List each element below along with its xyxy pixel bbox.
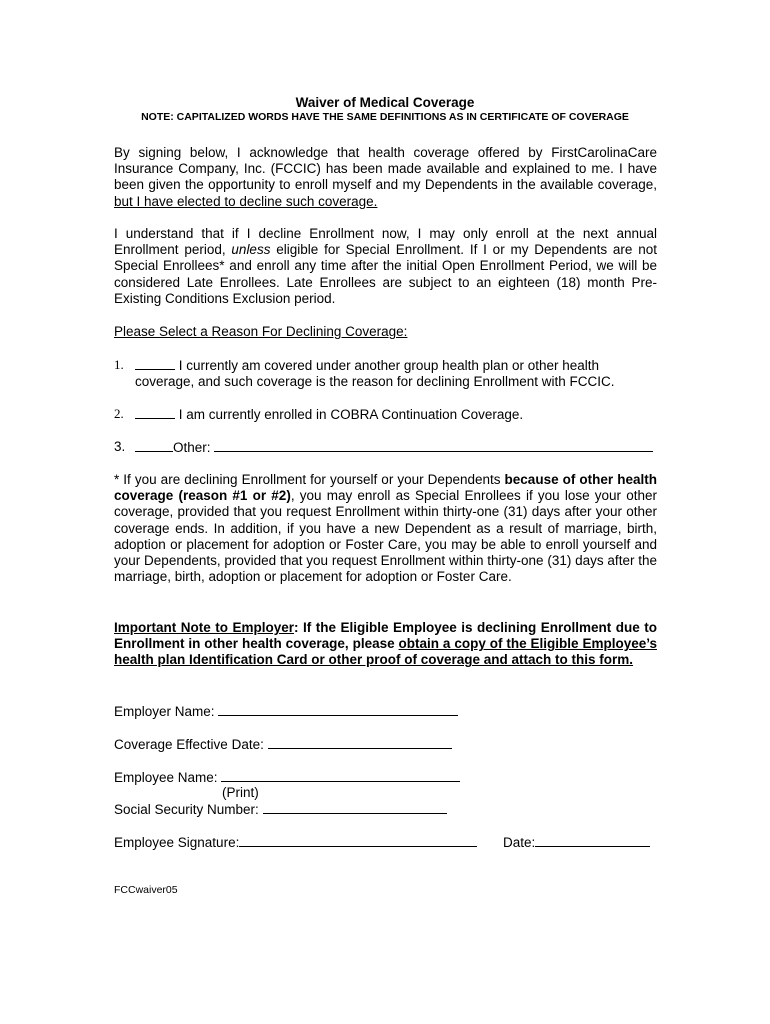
- reason-option-3: [114, 439, 657, 456]
- acknowledgement-paragraph: By signing below, I acknowledge that health coverage offered by FirstCarolinaCare Insurance Company, Inc. (FCCIC) has been made available and explained to me. I have been given the opportunity to enroll myself and my Dependents in the available coverage, but I have elected to decline such coverage.: [114, 145, 657, 209]
- coverage-date-label: Coverage Effective Date:: [114, 737, 264, 752]
- employee-name-row: [114, 769, 460, 786]
- ssn-row: [114, 801, 447, 818]
- reason-option-1: [114, 357, 657, 391]
- signature-row: [114, 834, 477, 851]
- reason-option-2: [114, 406, 657, 423]
- reason-1-checkline[interactable]: [135, 357, 175, 370]
- employer-name-field[interactable]: [218, 703, 458, 716]
- reason-3-checkline[interactable]: [135, 439, 173, 452]
- date-row: [503, 834, 650, 851]
- reason-number: 1.: [114, 357, 124, 372]
- form-code: FCCwaiver05: [114, 884, 178, 896]
- employer-name-row: [114, 703, 458, 720]
- reason-2-text: I am currently enrolled in COBRA Continuation Coverage.: [175, 407, 524, 422]
- date-label: Date:: [503, 835, 536, 850]
- reason-heading: Please Select a Reason For Declining Coverage:: [114, 324, 408, 339]
- ssn-field[interactable]: [263, 801, 447, 814]
- special-enrollee-paragraph: * If you are declining Enrollment for yourself or your Dependents because of other health coverage (reason #1 or #2), you may enroll as Special Enrollees if you lose your other coverage, provided that you request Enrollment within thirty-one (31) days after your other coverage ends. In addition, if you have a new Dependent as a result of marriage, birth, adoption or placement for adoption or Foster Care, you may be able to enroll yourself and your Dependents, provided that you request Enrollment within thirty-one (31) days after the marriage, birth, adoption or placement for adoption or Foster Care.: [114, 472, 657, 585]
- date-field[interactable]: [535, 834, 650, 847]
- employee-name-field[interactable]: [221, 769, 460, 782]
- employee-name-label: Employee Name:: [114, 770, 218, 785]
- coverage-date-field[interactable]: [268, 736, 452, 749]
- reason-number: 3.: [114, 439, 126, 454]
- ssn-label: Social Security Number:: [114, 802, 259, 817]
- employer-note-paragraph: Important Note to Employer: If the Eligible Employee is declining Enrollment due to Enrollment in other health coverage, please obtain a copy of the Eligible Employee’s health plan Identification Card or other proof of coverage and attach to this form.: [114, 620, 658, 668]
- form-title: Waiver of Medical Coverage: [295, 95, 475, 110]
- reason-3-text: Other:: [173, 440, 215, 455]
- signature-field[interactable]: [239, 834, 477, 847]
- enrollment-understanding-paragraph: I understand that if I decline Enrollment now, I may only enroll at the next annual Enrollment period, unless eligible for Special Enrollment. If I or my Dependents are not Special Enrollees* and enroll any time after the initial Open Enrollment Period, we will be considered Late Enrollees. Late Enrollees are subject to an eighteen (18) month Pre-Existing Conditions Exclusion period.: [114, 226, 657, 306]
- reason-1-text: I currently am covered under another group health plan or other health coverage, and such coverage is the reason for declining Enrollment with FCCIC.: [135, 358, 615, 390]
- definitions-note: NOTE: CAPITALIZED WORDS HAVE THE SAME DEFINITIONS AS IN CERTIFICATE OF COVERAGE: [141, 111, 629, 123]
- reason-number: 2.: [114, 406, 124, 421]
- print-hint: (Print): [222, 785, 259, 800]
- employer-name-label: Employer Name:: [114, 704, 215, 719]
- other-reason-field[interactable]: [214, 439, 653, 452]
- coverage-date-row: [114, 736, 452, 753]
- reason-2-checkline[interactable]: [135, 406, 175, 419]
- decline-statement: but I have elected to decline such coverage.: [114, 193, 378, 209]
- signature-label: Employee Signature:: [114, 835, 240, 850]
- employer-note-label: Important Note to Employer: [114, 620, 294, 635]
